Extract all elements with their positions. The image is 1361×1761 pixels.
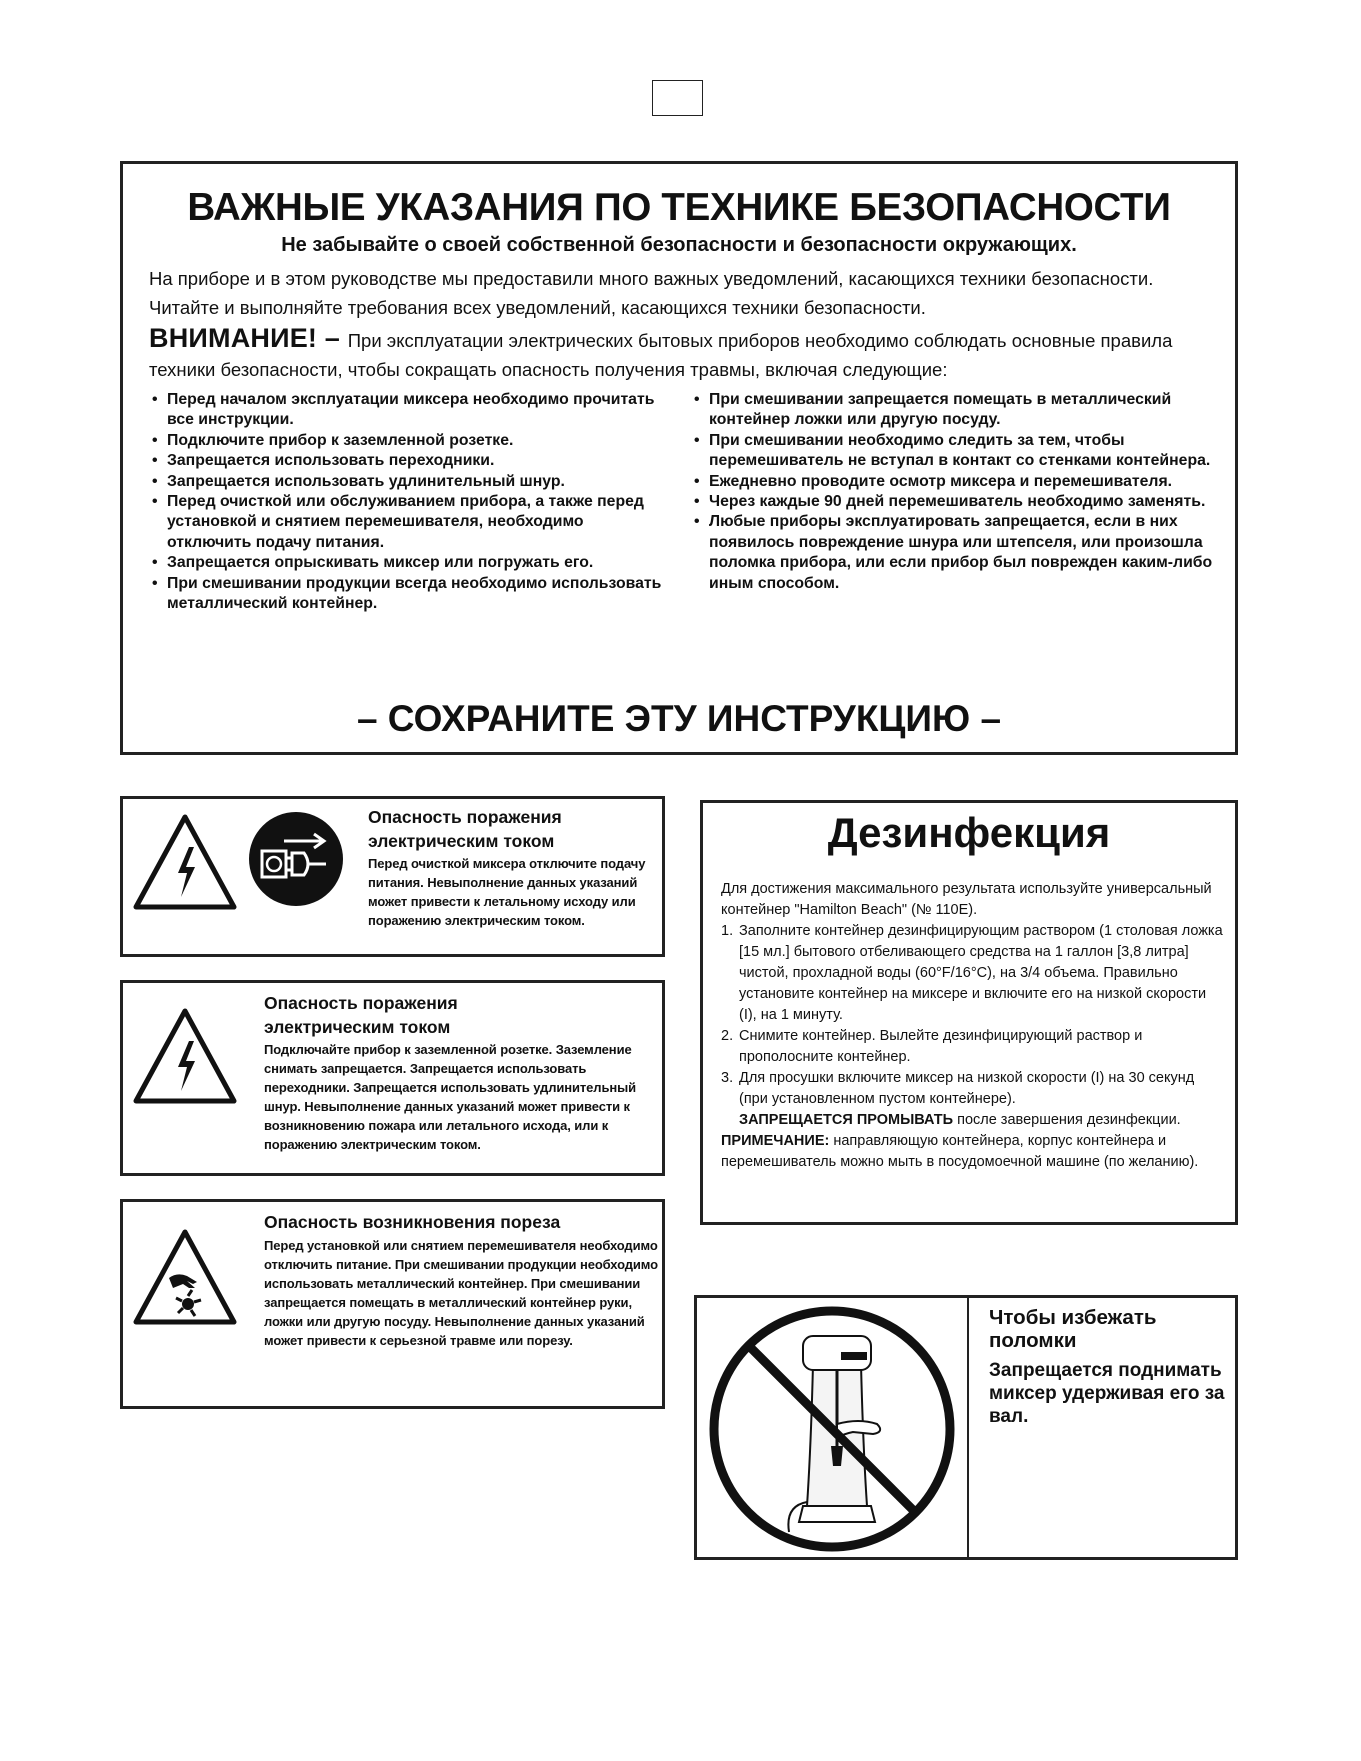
disinfection-step	[721, 1026, 1226, 1068]
safety-intro: На приборе и в этом руководстве мы предоставили много важных уведомлений, касающихся техники безопасности. Читайте и выполняйте требования всех уведомлений, касающихся техники безопасности.	[149, 268, 1154, 318]
safety-instructions-box	[120, 161, 1238, 755]
safety-rule: • Перед очисткой или обслуживанием прибора, а также перед установкой и снятием перемешивателя, необходимо отключить подачу питания.	[151, 492, 671, 553]
safety-rule: • Запрещается использовать переходники.	[151, 451, 671, 471]
disinfection-body	[721, 879, 1226, 1173]
warning-dash: –	[317, 323, 348, 353]
no-lift-divider	[967, 1298, 969, 1557]
hazard-text: Перед очисткой миксера отключите подачу питания. Невыполнение данных указаний может привести к летальному исходу или поражению электрическим током.	[368, 856, 646, 928]
step-number: 1.	[721, 923, 734, 939]
disinfection-title: Дезинфекция	[827, 809, 1111, 856]
warning-paragraph	[149, 324, 1219, 384]
no-lift-text: Запрещается поднимать миксер удерживая его за вал.	[989, 1360, 1225, 1427]
safety-rule: • Ежедневно проводите осмотр миксера и перемешивателя.	[693, 472, 1213, 492]
disinfection-step	[721, 921, 1226, 1026]
hazard-title: Опасность возникновения пореза	[264, 1212, 561, 1232]
no-lift-mixer-illustration	[703, 1306, 961, 1552]
safety-rules-left	[151, 390, 671, 614]
unplug-icon	[248, 811, 344, 907]
no-lift-title: Чтобы избежать поломки	[989, 1306, 1157, 1352]
no-rinse-warning: ЗАПРЕЩАЕТСЯ ПРОМЫВАТЬ	[739, 1112, 954, 1128]
safety-rule: • При смешивании необходимо следить за тем, чтобы перемешиватель не вступал в контакт со стенками контейнера.	[693, 431, 1213, 472]
safety-rule: • Через каждые 90 дней перемешиватель необходимо заменять.	[693, 492, 1213, 512]
hazard-electric-shock-ground	[120, 980, 665, 1176]
warning-word: ВНИМАНИЕ!	[149, 323, 318, 353]
hazard-cut	[120, 1199, 665, 1409]
step-number: 3.	[721, 1070, 734, 1086]
step-number: 2.	[721, 1028, 734, 1044]
safety-rule: • Перед началом эксплуатации миксера необходимо прочитать все инструкции.	[151, 390, 671, 431]
step-text	[739, 1068, 1226, 1131]
electric-shock-warning-icon	[131, 811, 239, 915]
note-label: ПРИМЕЧАНИЕ:	[721, 1133, 830, 1149]
hazard-text: Перед установкой или снятием перемешивателя необходимо отключить питание. При смешивании продукции необходимо использовать металлический контейнер. При смешивании запрещается помещать в металлический контейнер руки, ложки или другую посуду. Невыполнение данных указаний может привести к серьезной травме или порезу.	[264, 1238, 658, 1348]
page-tab-box	[652, 80, 703, 116]
safety-rule: • При смешивании продукции всегда необходимо использовать металлический контейнер.	[151, 574, 671, 615]
note-text: направляющую контейнера, корпус контейнера и перемешиватель можно мыть в посудомоечной машине (по желанию).	[721, 1133, 1199, 1170]
safety-rule: • Запрещается опрыскивать миксер или погружать его.	[151, 553, 671, 573]
electric-shock-warning-icon	[131, 1005, 239, 1109]
hazard-text: Подключайте прибор к заземленной розетке. Заземление снимать запрещается. Запрещается использовать переходники. Запрещается использовать удлинительный шнур. Невыполнение данных указаний может привести к возникновению пожара или летального исхода, или к поражению электрическим током.	[264, 1042, 636, 1152]
disinfection-box	[700, 800, 1238, 1225]
hazard-title: Опасность поражения электрическим током	[368, 807, 562, 851]
warning-text: При эксплуатации электрических бытовых приборов необходимо соблюдать основные правила техники безопасности, чтобы сокращать опасность получения травмы, включая следующие:	[149, 330, 1173, 380]
no-rinse-rest: после завершения дезинфекции.	[953, 1112, 1181, 1128]
safety-rule: • Любые приборы эксплуатировать запрещается, если в них появилось повреждение шнура или штепселя, или произошла поломка прибора, или если прибор был поврежден каким-либо иным способом.	[693, 512, 1213, 594]
step-text: Заполните контейнер дезинфицирующим раствором (1 столовая ложка [15 мл.] бытового отбеливающего средства на 1 галлон [3,8 литра] чистой, прохладной воды (60°F/16°C), на 3/4 объема. Правильно установите контейнер на миксере и включите его на низкой скорости (I), на 1 минуту.	[739, 923, 1223, 1023]
safety-rule: • Запрещается использовать удлинительный шнур.	[151, 472, 671, 492]
disinfection-note	[721, 1131, 1226, 1173]
disinfection-intro: Для достижения максимального результата используйте универсальный контейнер "Hamilton Beach" (№ 110E).	[721, 881, 1212, 918]
hazard-electric-shock-unplug	[120, 796, 665, 957]
hazard-title: Опасность поражения электрическим током	[264, 993, 458, 1037]
disinfection-step	[721, 1068, 1226, 1131]
safety-rule: • Подключите прибор к заземленной розетке.	[151, 431, 671, 451]
step-text-main: Для просушки включите миксер на низкой скорости (I) на 30 секунд (при установленном пустом контейнере).	[739, 1070, 1195, 1107]
no-lift-box	[694, 1295, 1238, 1560]
safety-title: ВАЖНЫЕ УКАЗАНИЯ ПО ТЕХНИКЕ БЕЗОПАСНОСТИ	[187, 186, 1171, 229]
cut-hazard-warning-icon	[131, 1226, 239, 1330]
safety-rules-right	[693, 390, 1213, 594]
safety-subtitle: Не забывайте о своей собственной безопасности и безопасности окружающих.	[281, 234, 1077, 256]
safety-rule: • При смешивании запрещается помещать в металлический контейнер ложки или другую посуду.	[693, 390, 1213, 431]
save-instructions-text: – СОХРАНИТЕ ЭТУ ИНСТРУКЦИЮ –	[356, 698, 1002, 739]
step-text: Снимите контейнер. Вылейте дезинфицирующий раствор и прополосните контейнер.	[739, 1028, 1143, 1065]
